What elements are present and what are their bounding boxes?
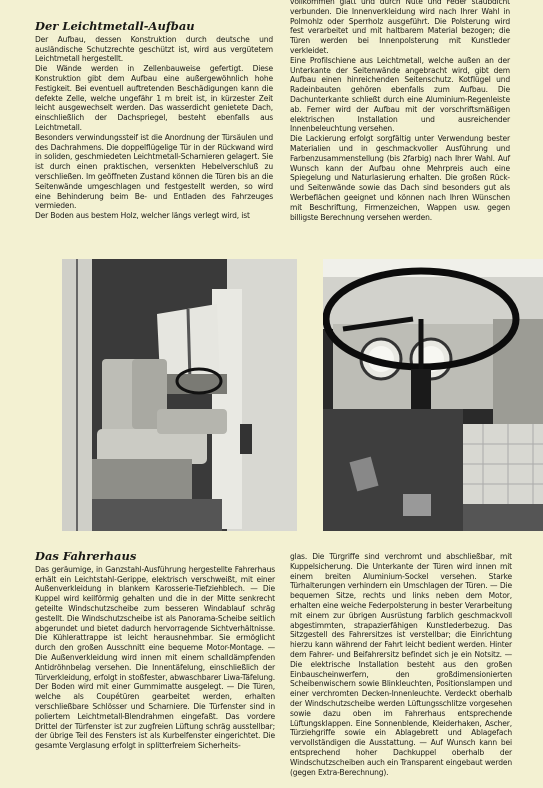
section-title-aufbau: Der Leichtmetall-Aufbau: [35, 19, 195, 33]
paragraph: Die Wände werden in Zellenbauweise gefertigt. Diese Konstruktion gibt dem Aufbau eine außergewöhnlich hohe Festigkeit. Bei eventuell auftretenden Beschädigungen kann die defekte Zelle, welche ungefähr 1 m breit ist, in kürzester Zeit leicht ausgewechselt werden. Das wasserdicht genietete Dach, einschließlich der Dachspriegel, besteht ebenfalls aus Leichtmetall.: [35, 64, 273, 132]
paragraph: Das geräumige, in Ganzstahl-Ausführung hergestellte Fahrerhaus erhält ein Leichtstahl-Gerippe, elektrisch verschweißt, mit einer Außenverkleidung in blankem Karosserie-Tiefziehblech. — Die Kuppel wird keilförmig gehalten und die in der Mitte senkrecht geteilte Windschutzscheibe zum besseren Windablauf schräg gestellt. Die Windschutzscheibe ist als Panorama-Scheibe seitlich abgerundet und bietet dadurch hervorragende Sichtverhältnisse. Die Kühlerattrappe ist leicht herausnehmbar. Sie ermöglicht durch den großen Ausschnitt eine bequeme Motor-Montage. — Die Außenverkleidung wird innen mit einem schalldämpfenden Antidröhnbelag versehen. Die Innentäfelung, einschließlich der Türverkleidung, erfolgt in stoßfester, abwaschbarer Liwa-Täfelung. Der Boden wird mit einer Gummimatte ausgelegt. — Die Türen, welche als Coupétüren gearbeitet werden, erhalten verschließbare Schlösser und Scharniere. Die Türfenster sind in poliertem Leichtmetall-Blendrahmen eingefaßt. Das vordere Drittel der Türfenster ist zur zugfreien Lüftung schräg ausstellbar; der übrige Teil des Fensters ist als Kurbelfenster eingerichtet. Die gesamte Verglasung erfolgt in splitterfreiem Sicherheits-: [35, 564, 275, 751]
column-aufbau-continued: [290, 0, 510, 222]
section-title-fahrerhaus: Das Fahrerhaus: [35, 549, 137, 563]
paragraph: glas. Die Türgriffe sind verchromt und abschließbar, mit Kuppelsicherung. Die Unterkante der Türen wird innen mit einem breiten Aluminium-Sockel versehen. Starke Türhalterungen verhindern ein Umschlagen der Türen. — Die bequemen Sitze, rechts und links neben dem Motor, erhalten eine weiche Federpolsterung in bester Verarbeitung mit einem zur übrigen Ausrüstung farblich geschmackvoll abgestimmten, strapazierfähigen Kunstlederbezug. Das Sitzgestell des Fahrersitzes ist verstellbar; die Einrichtung hierzu kann während der Fahrt leicht bedient werden. Hinter dem Fahrer- und Beifahrersitz befindet sich je ein Notsitz. — Die elektrische Installation besteht aus den großen Einbauscheinwerfern, den großdimensionierten Scheibenwischern sowie Blinkleuchten, Positionslampen und einer verchromten Decken-Innenleuchte. Verdeckt oberhalb der Windschutzscheibe werden Lüftungsschlitze vorgesehen sowie dazu oben im Fahrerhaus entsprechende Lüftungsklappen. Eine Sonnenblende, Kleiderhaken, Ascher, Türziehgriffe sowie ein Ablagebrett und Ablagefach vervollständigen die Ausstattung. — Auf Wunsch kann bei entsprechend hoher Dachkuppel oberhalb der Windschutzscheiben auch ein Transparent eingebaut werden (gegen Extra-Berechnung).: [290, 552, 512, 777]
cab-interior-seats-photo: [62, 259, 297, 531]
column-aufbau: [35, 19, 273, 221]
paragraph: Der Boden aus bestem Holz, welcher längs verlegt wird, ist: [35, 211, 250, 221]
dashboard-steering-wheel-photo: [323, 259, 543, 531]
paragraph: Besonders verwindungssteif ist die Anordnung der Türsäulen und des Dachrahmens. Die doppelflügelige Tür in der Rückwand wird in soliden, geschmiedeten Leichtmetall-Scharnieren gelagert. Sie ist durch einen praktischen, versenkten Hebelverschluß zu verschließen. Im geöffneten Zustand können die Türen bis an die Seitenwände umgeschlagen und festgestellt werden, so wird eine Behinderung beim Be- und Entladen des Fahrzeuges vermieden.: [35, 132, 273, 211]
column-fahrerhaus: [35, 549, 275, 751]
paragraph: Der Aufbau, dessen Konstruktion durch deutsche und ausländische Schutzrechte geschützt ist, wird aus vergütetem Leichtmetall hergestellt.: [35, 34, 273, 64]
paragraph: Die Lackierung erfolgt sorgfältig unter Verwendung bester Materialien und in geschmackvoller Ausführung und Farbenzusammenstellung (bis 2farbig) nach Ihrer Wahl. Auf Wunsch kann der Aufbau ohne Mehrpreis auch eine Spiegelung und Naturlasierung erhalten. Die großen Rück- und Seitenwände sowie das Dach sind besonders gut als Werbeflächen geeignet und können nach Ihren Wünschen mit Beschriftung, Firmenzeichen, Wappen usw. gegen billigste Berechnung versehen werden.: [290, 134, 510, 222]
paragraph: vollkommen glatt und durch Nute und Feder staubdicht verbunden. Die Innenverkleidung wird nach Ihrer Wahl in Polmohlz oder Sperrholz ausgeführt. Die Polsterung wird fest verarbeitet und mit haltbarem Material bezogen; die Türen werden bei Innenpolsterung mit Kunstleder verkleidet.: [290, 0, 510, 55]
paragraph: Eine Profilschiene aus Leichtmetall, welche außen an der Unterkante der Seitenwände angebracht wird, gibt dem Aufbau einen hinreichenden Seitenschutz. Kotflügel und Radeinbauten gehören ebenfalls zum Aufbau. Die Dachunterkante schließt durch eine Aluminium-Regenleiste ab. Ferner wird der Aufbau mit der vorschriftsmäßigen elektrischen Installation und ausreichender Innenbeleuchtung versehen.: [290, 55, 510, 134]
column-fahrerhaus-continued: [290, 552, 512, 777]
